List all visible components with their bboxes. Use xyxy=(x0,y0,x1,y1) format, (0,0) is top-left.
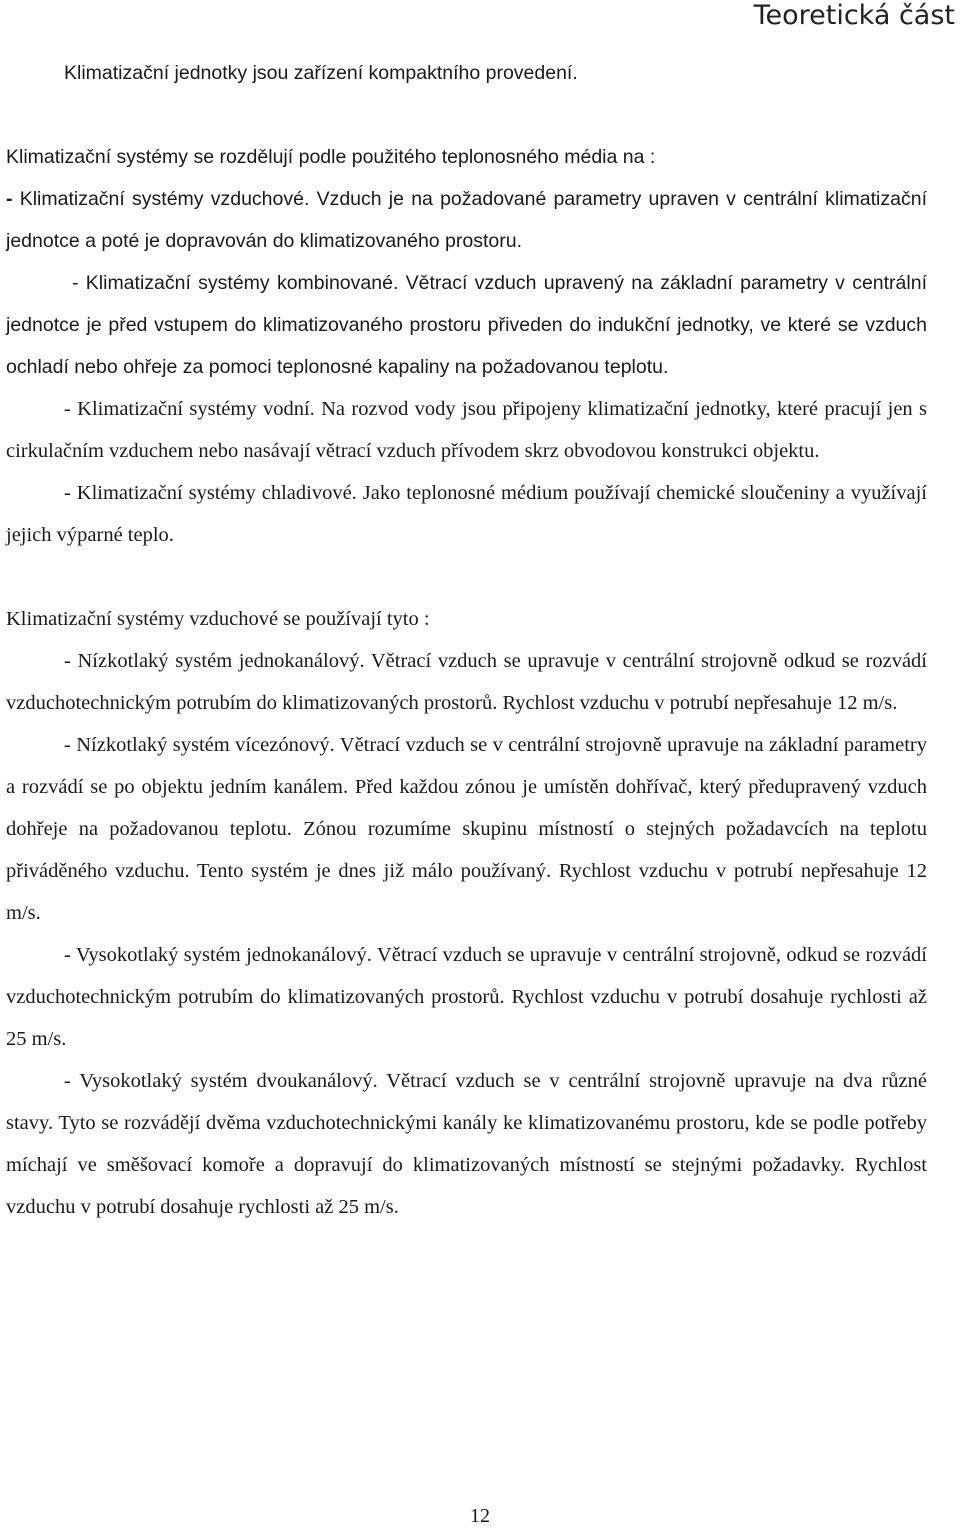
combined-systems-paragraph: - Klimatizační systémy kombinované. Větrací vzduch upravený na základní parametry v centrální jednotce je před vstupem do klimatizovaného prostoru přiveden do indukční jednotky, ve které se vzduch ochladí nebo ohřeje za pomoci teplonosné kapaliny na požadovanou teplotu. xyxy=(6,272,927,378)
water-systems-paragraph: - Klimatizační systémy vodní. Na rozvod vody jsou připojeny klimatizační jednotky, které pracují jen s cirkulačním vzduchem nebo nasávají větrací vzduch přívodem skrz obvodovou konstrukci objektu. xyxy=(6,398,927,462)
spacer xyxy=(6,556,927,598)
air-systems-text: Klimatizační systémy vzduchové. Vzduch je na požadované parametry upraven v centrální klimatizační jednotce a poté je dopravován do klimatizovaného prostoru. xyxy=(6,188,927,252)
air-systems-paragraph xyxy=(6,178,927,262)
document-body xyxy=(6,52,927,1228)
division-heading: Klimatizační systémy se rozdělují podle použitého teplonosného média na : xyxy=(6,146,656,168)
low-pressure-multizone-paragraph: - Nízkotlaký systém vícezónový. Větrací vzduch se v centrální strojovně upravuje na základní parametry a rozvádí se po objektu jedním kanálem. Před každou zónou je umístěn dohřívač, který předupravený vzduch dohřeje na požadovanou teplotu. Zónou rozumíme skupinu místností o stejných požadavcích na teplotu přiváděného vzduchu. Tento systém je dnes již málo používaný. Rychlost vzduchu v potrubí nepřesahuje 12 m/s. xyxy=(6,734,927,924)
low-pressure-single-duct-paragraph: - Nízkotlaký systém jednokanálový. Větrací vzduch se upravuje v centrální strojovně odkud se rozvádí vzduchotechnickým potrubím do klimatizovaných prostorů. Rychlost vzduchu v potrubí nepřesahuje 12 m/s. xyxy=(6,650,927,714)
high-pressure-dual-duct-paragraph: - Vysokotlaký systém dvoukanálový. Větrací vzduch se v centrální strojovně upravuje na dva různé stavy. Tyto se rozvádějí dvěma vzduchotechnickými kanály ke klimatizovanému prostoru, kde se podle potřeby míchají ve směšovací komoře a dopravují do klimatizovaných místností se stejnými požadavky. Rychlost vzduchu v potrubí dosahuje rychlosti až 25 m/s. xyxy=(6,1070,927,1218)
page-number: 12 xyxy=(470,1505,490,1527)
intro-paragraph: Klimatizační jednotky jsou zařízení kompaktního provedení. xyxy=(64,62,578,84)
section-header: Teoretická část xyxy=(753,0,955,31)
spacer xyxy=(6,94,927,136)
list-dash: - xyxy=(6,188,13,210)
high-pressure-single-duct-paragraph: - Vysokotlaký systém jednokanálový. Větrací vzduch se upravuje v centrální strojovně, odkud se rozvádí vzduchotechnickým potrubím do klimatizovaných prostorů. Rychlost vzduchu v potrubí dosahuje rychlosti až 25 m/s. xyxy=(6,944,927,1050)
air-types-heading: Klimatizační systémy vzduchové se používají tyto : xyxy=(6,608,430,630)
cooling-systems-paragraph: - Klimatizační systémy chladivové. Jako teplonosné médium používají chemické sloučeniny a využívají jejich výparné teplo. xyxy=(6,482,927,546)
